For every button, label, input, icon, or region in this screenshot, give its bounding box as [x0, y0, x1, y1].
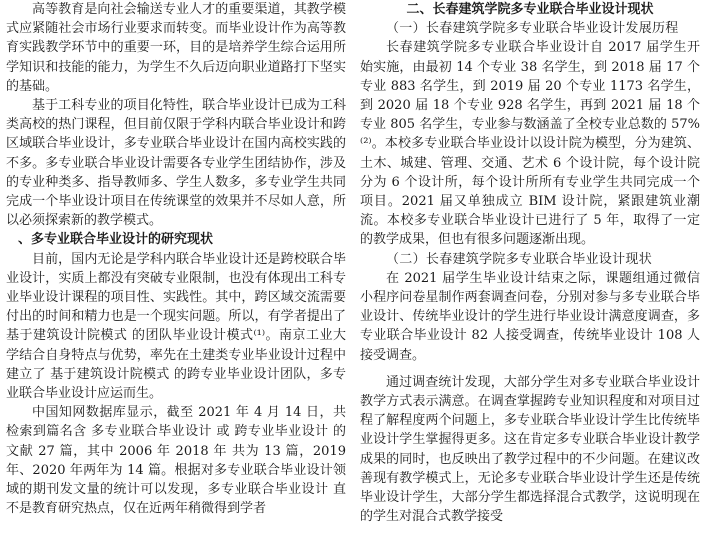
subsection-heading-status: （二）长春建筑学院多专业联合毕业设计现状 — [386, 251, 653, 267]
literature-stats-paragraph: 中国知网数据库显示，截至 2021 年 4 月 14 日，共检索到篇名含 多专业联合毕业设计 或 跨专业毕业设计 的文献 27 篇，其中 2006 年 2018 年 共为 13 篇，2019 年、2020 年两年为 14 篇。根据对多专业联合毕业设计领域的期刊发文量的统计可以发现，多专业联合毕业设计 直不是教育研究热点，仅在近两年稍微得到学者 — [6, 405, 346, 517]
history-paragraph: 长春建筑学院多专业联合毕业设计自 2017 届学生开始实施，由最初 14 个专业 38 名学生，到 2018 届 17 个专业 883 名学生，到 2019 届 20 个专业 1173 名学生，到 2020 届 18 个专业 928 名学生，再到 2021 届 18 个专业 805 名学生，专业参与数涵盖了全校专业总数的 57%⁽²⁾。本校多专业联合毕业设计以设计院为模型，分为建筑、土木、城建、管理、交通、艺术 6 个设计院，每个设计院分为 6 个设计所，每个设计所所有专业学生共同完成一个项目。2021 届又单独成立 BIM 设计院，紧跟建筑业潮流。本校多专业联合毕业设计已进行了 5 年，取得了一定的教学成果，但也有很多问题逐渐出现。 — [360, 40, 700, 248]
background-paragraph: 基于工科专业的项目化特性，联合毕业设计已成为工科类高校的热门课程，但目前仅限于学科内联合毕业设计和跨区域联合毕业设计，多专业联合毕业设计在国内高校实践的不多。多专业联合毕业设计需要各专业学生团结协作，涉及的专业种类多、指导教师多、学生人数多，多专业学生共同完成一个毕业设计项目在传统课堂的效果并不尽如人意，所以必须探索新的教学模式。 — [6, 98, 346, 229]
subsection-heading-history: （一）长春建筑学院多专业联合毕业设计发展历程 — [386, 21, 679, 37]
right-column — [360, 0, 700, 526]
paragraph-gap — [360, 365, 700, 373]
survey-paragraph: 在 2021 届学生毕业设计结束之际，课题组通过微信小程序问卷星制作两套调查问卷，分别对参与多专业联合毕业设计、传统毕业设计的学生进行毕业设计满意度调查，多专业联合毕业设计 82 人接受调查，传统毕业设计 108 人接受调查。 — [360, 270, 700, 363]
left-column — [6, 0, 346, 518]
research-status-paragraph: 目前，国内无论是学科内联合毕业设计还是跨校联合毕业设计，实质上都没有突破专业限制，也没有体现出工科专业毕业设计课程的项目性、实践性。其中，跨区域交流需要付出的时间和精力也是一个现实问题。所以，有学者提出了 基于建筑设计院模式 的团队毕业设计模式⁽¹⁾。南京工业大学结合自身特点与优势，率先在土建类专业毕业设计过程中建立了 基于建筑设计院模式 的跨专业毕业设计团队，多专业联合毕业设计应运而生。 — [6, 251, 346, 402]
section-heading-research-status: 、多专业联合毕业设计的研究现状 — [18, 232, 214, 248]
section-heading-current-status: 二、长春建筑学院多专业联合毕业设计现状 — [406, 2, 654, 17]
intro-paragraph: 高等教育是向社会输送专业人才的重要渠道，其教学模式应紧随社会市场行业要求而转变。而毕业设计作为高等教育实践教学环节中的重要一环，目的是培养学生综合运用所学知识和技能的能力，为学生不久后迈向职业道路打下坚实的基础。 — [6, 2, 346, 94]
findings-paragraph: 通过调查统计发现，大部分学生对多专业联合毕业设计教学方式表示满意。在调查掌握跨专业知识程度和对项目过程了解程度两个问题上，多专业联合毕业设计学生比传统毕业设计学生掌握得更多。这在肯定多专业联合毕业设计教学成果的同时，也反映出了教学过程中的不少问题。在建议改善现有教学模式上，无论多专业联合毕业设计学生还是传统毕业设计学生，大部分学生都选择混合式教学，这说明现在的学生对混合式教学接受 — [360, 374, 700, 525]
